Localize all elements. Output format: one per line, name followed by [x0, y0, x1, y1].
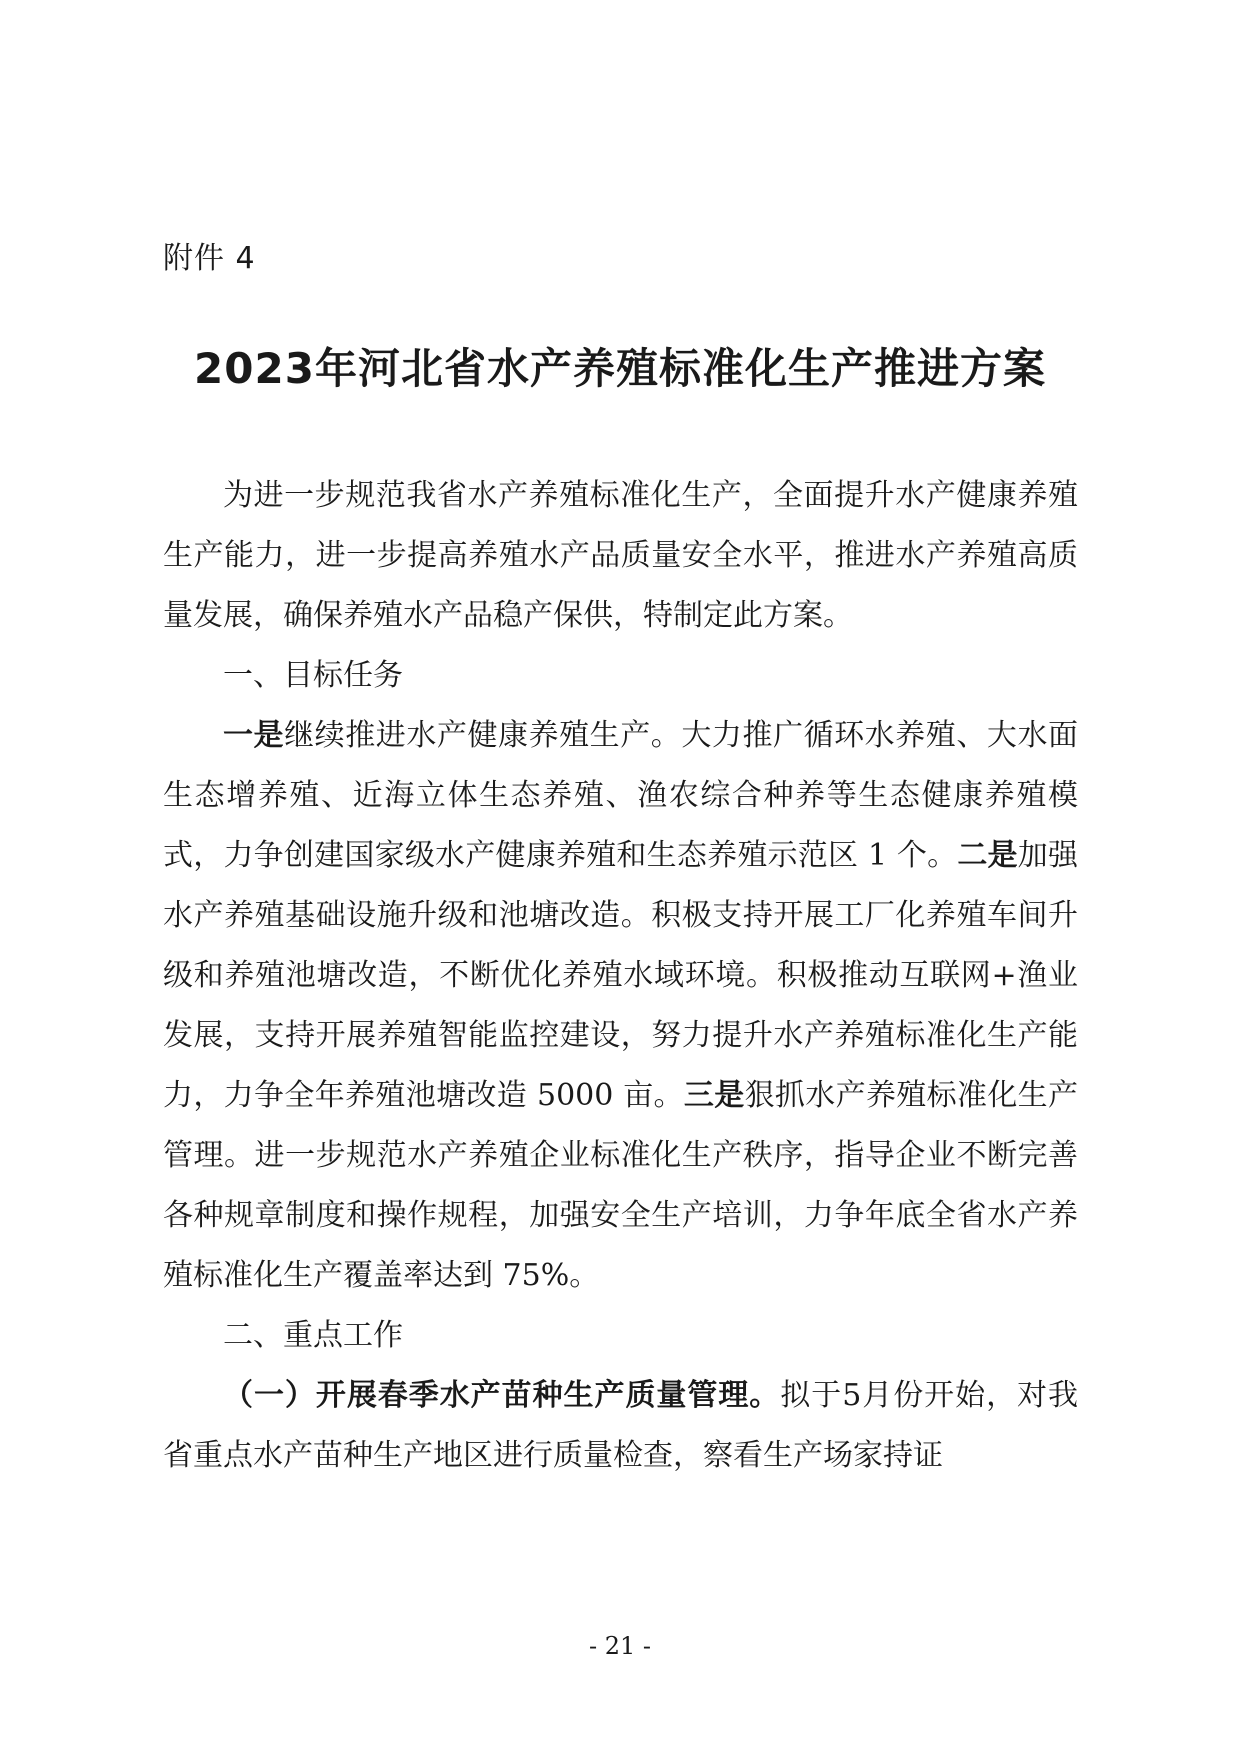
work-paragraph: [163, 1366, 1078, 1486]
intro-paragraph: 为进一步规范我省水产养殖标准化生产，全面提升水产健康养殖生产能力，进一步提高养殖水产品质量安全水平，推进水产养殖高质量发展，确保养殖水产品稳产保供，特制定此方案。: [163, 478, 1078, 633]
section-heading-key-work: 二、重点工作: [223, 1318, 403, 1353]
goal-3-text: 狠抓水产养殖标准化生产管理。进一步规范水产养殖企业标准化生产秩序，指导企业不断完善各种规章制度和操作规程，加强安全生产培训，力争年底全省水产养殖标准化生产覆盖率达到 75%。: [163, 1078, 1079, 1293]
goal-2-lead: 二是: [957, 838, 1018, 873]
document-body: [163, 466, 1078, 1486]
work-1-text: 拟于5月份开始，对我省重点水产苗种生产地区进行质量检查，察看生产场家持证: [163, 1378, 1079, 1473]
page-number: - 21 -: [588, 1632, 651, 1660]
goal-2-text: 加强水产养殖基础设施升级和池塘改造。积极支持开展工厂化养殖车间升级和养殖池塘改造，不断优化养殖水域环境。积极推动互联网+渔业发展，支持开展养殖智能监控建设，努力提升水产养殖标准化生产能力，力争全年养殖池塘改造 5000 亩。: [163, 838, 1079, 1113]
goal-1-text: 继续推进水产健康养殖生产。大力推广循环水养殖、大水面生态增养殖、近海立体生态养殖、渔农综合种养等生态健康养殖模式，力争创建国家级水产健康养殖和生态养殖示范区 1 个。: [163, 718, 1079, 873]
goal-1-lead: 一是: [223, 718, 285, 753]
attachment-label: 附件 4: [163, 241, 256, 276]
section-heading-goals: 一、目标任务: [223, 658, 403, 693]
goals-paragraph: [163, 706, 1078, 1306]
goal-3-lead: 三是: [683, 1078, 745, 1113]
document-title: 2023年河北省水产养殖标准化生产推进方案: [194, 344, 1046, 393]
work-1-lead: （一）开展春季水产苗种生产质量管理。: [223, 1378, 781, 1413]
